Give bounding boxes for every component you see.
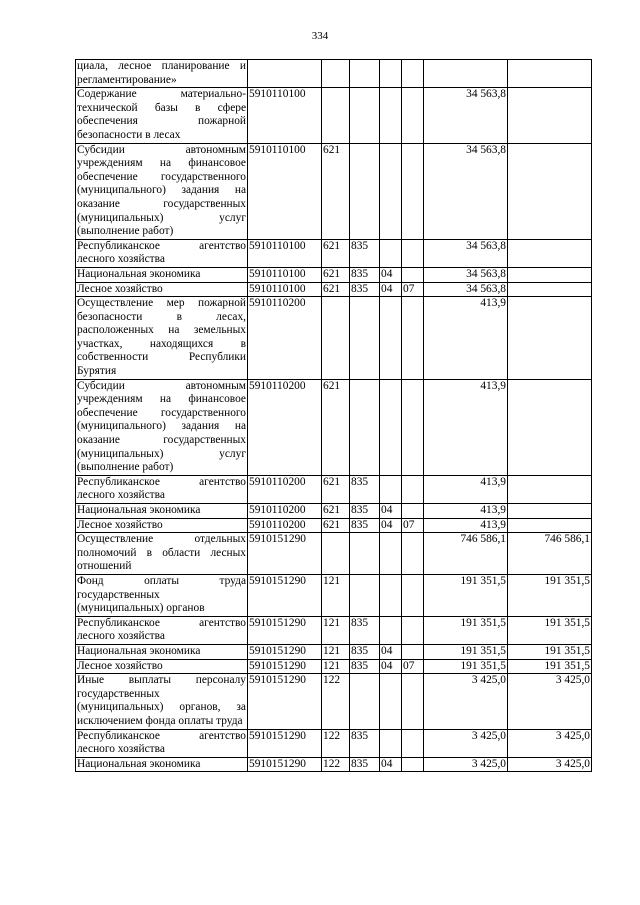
target-code-cell: 5910110200 — [248, 379, 322, 475]
page-number: 334 — [311, 30, 329, 42]
amount-cell: 34 563,8 — [424, 88, 508, 143]
ministry-code-cell — [350, 674, 380, 729]
row-name-cell: Осуществление мер пожарной безопасности в лесах, расположенных на земельных участках, находящихся в собственности Республики Бурятия — [76, 297, 248, 380]
row-name-cell: Лесное хозяйство — [76, 659, 248, 674]
row-name-cell: Фонд оплаты труда государственных (муниципальных) органов — [76, 574, 248, 616]
ministry-code-cell — [350, 60, 380, 88]
amount-cell: 413,9 — [424, 475, 508, 503]
ministry-code-cell: 835 — [350, 659, 380, 674]
subsection-cell — [402, 574, 424, 616]
subsection-cell: 07 — [402, 659, 424, 674]
budget-table — [75, 59, 592, 772]
row-name-cell: Республиканское агентство лесного хозяйства — [76, 616, 248, 644]
row-name-cell: Национальная экономика — [76, 644, 248, 659]
section-cell — [380, 239, 402, 267]
amount-2-cell: 191 351,5 — [508, 574, 592, 616]
expense-type-cell: 122 — [322, 674, 350, 729]
ministry-code-cell — [350, 574, 380, 616]
amount-cell: 191 351,5 — [424, 659, 508, 674]
section-cell: 04 — [380, 518, 402, 533]
amount-cell: 191 351,5 — [424, 644, 508, 659]
amount-cell: 3 425,0 — [424, 674, 508, 729]
table-row — [76, 504, 592, 519]
amount-2-cell — [508, 143, 592, 239]
expense-type-cell — [322, 297, 350, 380]
subsection-cell — [402, 475, 424, 503]
target-code-cell: 5910110200 — [248, 518, 322, 533]
target-code-cell: 5910110100 — [248, 282, 322, 297]
expense-type-cell: 621 — [322, 504, 350, 519]
table-row — [76, 674, 592, 729]
amount-2-cell: 191 351,5 — [508, 659, 592, 674]
amount-cell: 34 563,8 — [424, 143, 508, 239]
table-row — [76, 475, 592, 503]
target-code-cell: 5910151290 — [248, 644, 322, 659]
row-name-cell: Республиканское агентство лесного хозяйства — [76, 729, 248, 757]
ministry-code-cell: 835 — [350, 267, 380, 282]
table-row — [76, 659, 592, 674]
subsection-cell — [402, 267, 424, 282]
target-code-cell: 5910151290 — [248, 533, 322, 575]
amount-cell: 413,9 — [424, 518, 508, 533]
table-row — [76, 267, 592, 282]
amount-2-cell — [508, 239, 592, 267]
amount-cell: 34 563,8 — [424, 267, 508, 282]
amount-2-cell: 191 351,5 — [508, 644, 592, 659]
amount-2-cell: 746 586,1 — [508, 533, 592, 575]
table-row — [76, 616, 592, 644]
section-cell — [380, 143, 402, 239]
amount-2-cell: 3 425,0 — [508, 757, 592, 772]
subsection-cell — [402, 533, 424, 575]
table-row — [76, 60, 592, 88]
expense-type-cell: 122 — [322, 729, 350, 757]
amount-cell: 746 586,1 — [424, 533, 508, 575]
row-name-cell: Субсидии автономным учреждениям на финансовое обеспечение государственного (муниципального) задания на оказание государственных (муниципальных) услуг (выполнение работ) — [76, 143, 248, 239]
amount-cell: 191 351,5 — [424, 574, 508, 616]
ministry-code-cell — [350, 297, 380, 380]
table-row — [76, 533, 592, 575]
expense-type-cell — [322, 60, 350, 88]
ministry-code-cell: 835 — [350, 757, 380, 772]
target-code-cell: 5910110100 — [248, 239, 322, 267]
amount-cell — [424, 60, 508, 88]
expense-type-cell: 121 — [322, 616, 350, 644]
ministry-code-cell: 835 — [350, 239, 380, 267]
section-cell — [380, 297, 402, 380]
table-row — [76, 282, 592, 297]
target-code-cell: 5910110100 — [248, 88, 322, 143]
section-cell: 04 — [380, 757, 402, 772]
expense-type-cell: 621 — [322, 143, 350, 239]
subsection-cell — [402, 143, 424, 239]
table-row — [76, 297, 592, 380]
amount-cell: 3 425,0 — [424, 757, 508, 772]
row-name-cell: Субсидии автономным учреждениям на финансовое обеспечение государственного (муниципального) задания на оказание государственных (муниципальных) услуг (выполнение работ) — [76, 379, 248, 475]
subsection-cell — [402, 379, 424, 475]
amount-2-cell — [508, 379, 592, 475]
amount-cell: 191 351,5 — [424, 616, 508, 644]
target-code-cell: 5910151290 — [248, 729, 322, 757]
table-row — [76, 574, 592, 616]
subsection-cell — [402, 729, 424, 757]
expense-type-cell: 621 — [322, 239, 350, 267]
target-code-cell: 5910151290 — [248, 616, 322, 644]
amount-2-cell — [508, 518, 592, 533]
target-code-cell: 5910110200 — [248, 475, 322, 503]
row-name-cell: Национальная экономика — [76, 267, 248, 282]
amount-2-cell — [508, 267, 592, 282]
section-cell — [380, 729, 402, 757]
row-name-cell: Республиканское агентство лесного хозяйства — [76, 475, 248, 503]
expense-type-cell: 621 — [322, 379, 350, 475]
subsection-cell — [402, 674, 424, 729]
section-cell — [380, 533, 402, 575]
amount-cell: 3 425,0 — [424, 729, 508, 757]
target-code-cell: 5910110100 — [248, 143, 322, 239]
ministry-code-cell: 835 — [350, 729, 380, 757]
expense-type-cell: 621 — [322, 475, 350, 503]
section-cell: 04 — [380, 282, 402, 297]
row-name-cell: Национальная экономика — [76, 504, 248, 519]
row-name-cell: Лесное хозяйство — [76, 518, 248, 533]
section-cell: 04 — [380, 659, 402, 674]
row-name-cell: циала, лесное планирование и регламентирование» — [76, 60, 248, 88]
section-cell — [380, 60, 402, 88]
table-row — [76, 757, 592, 772]
subsection-cell — [402, 757, 424, 772]
section-cell — [380, 674, 402, 729]
expense-type-cell: 621 — [322, 267, 350, 282]
section-cell — [380, 574, 402, 616]
ministry-code-cell — [350, 533, 380, 575]
table-row — [76, 518, 592, 533]
ministry-code-cell: 835 — [350, 504, 380, 519]
amount-2-cell — [508, 60, 592, 88]
subsection-cell: 07 — [402, 282, 424, 297]
amount-2-cell: 3 425,0 — [508, 729, 592, 757]
ministry-code-cell: 835 — [350, 282, 380, 297]
subsection-cell — [402, 239, 424, 267]
expense-type-cell: 122 — [322, 757, 350, 772]
target-code-cell: 5910151290 — [248, 674, 322, 729]
amount-cell: 34 563,8 — [424, 282, 508, 297]
table-row — [76, 143, 592, 239]
section-cell — [380, 475, 402, 503]
row-name-cell: Республиканское агентство лесного хозяйства — [76, 239, 248, 267]
ministry-code-cell: 835 — [350, 518, 380, 533]
amount-2-cell: 191 351,5 — [508, 616, 592, 644]
subsection-cell — [402, 616, 424, 644]
ministry-code-cell: 835 — [350, 475, 380, 503]
section-cell — [380, 88, 402, 143]
ministry-code-cell — [350, 379, 380, 475]
amount-cell: 413,9 — [424, 504, 508, 519]
expense-type-cell — [322, 88, 350, 143]
amount-2-cell — [508, 88, 592, 143]
section-cell: 04 — [380, 504, 402, 519]
table-row — [76, 379, 592, 475]
section-cell — [380, 379, 402, 475]
expense-type-cell: 121 — [322, 574, 350, 616]
subsection-cell — [402, 60, 424, 88]
target-code-cell — [248, 60, 322, 88]
table-row — [76, 239, 592, 267]
amount-2-cell — [508, 475, 592, 503]
target-code-cell: 5910151290 — [248, 659, 322, 674]
target-code-cell: 5910151290 — [248, 574, 322, 616]
ministry-code-cell — [350, 143, 380, 239]
table-row — [76, 88, 592, 143]
row-name-cell: Содержание материально-технической базы в сфере обеспечения пожарной безопасности в лесах — [76, 88, 248, 143]
ministry-code-cell: 835 — [350, 616, 380, 644]
subsection-cell: 07 — [402, 518, 424, 533]
subsection-cell — [402, 297, 424, 380]
row-name-cell: Национальная экономика — [76, 757, 248, 772]
amount-2-cell — [508, 504, 592, 519]
amount-cell: 413,9 — [424, 297, 508, 380]
ministry-code-cell: 835 — [350, 644, 380, 659]
table-row — [76, 644, 592, 659]
section-cell: 04 — [380, 644, 402, 659]
expense-type-cell: 621 — [322, 282, 350, 297]
subsection-cell — [402, 504, 424, 519]
amount-2-cell — [508, 282, 592, 297]
ministry-code-cell — [350, 88, 380, 143]
amount-cell: 34 563,8 — [424, 239, 508, 267]
amount-2-cell: 3 425,0 — [508, 674, 592, 729]
row-name-cell: Осуществление отдельных полномочий в области лесных отношений — [76, 533, 248, 575]
subsection-cell — [402, 644, 424, 659]
target-code-cell: 5910110200 — [248, 297, 322, 380]
expense-type-cell: 121 — [322, 659, 350, 674]
expense-type-cell — [322, 533, 350, 575]
expense-type-cell: 121 — [322, 644, 350, 659]
amount-cell: 413,9 — [424, 379, 508, 475]
target-code-cell: 5910110200 — [248, 504, 322, 519]
row-name-cell: Иные выплаты персоналу государственных (муниципальных) органов, за исключением фонда оплаты труда — [76, 674, 248, 729]
table-body — [76, 60, 592, 772]
table-row — [76, 729, 592, 757]
row-name-cell: Лесное хозяйство — [76, 282, 248, 297]
target-code-cell: 5910151290 — [248, 757, 322, 772]
subsection-cell — [402, 88, 424, 143]
amount-2-cell — [508, 297, 592, 380]
target-code-cell: 5910110100 — [248, 267, 322, 282]
section-cell: 04 — [380, 267, 402, 282]
section-cell — [380, 616, 402, 644]
expense-type-cell: 621 — [322, 518, 350, 533]
